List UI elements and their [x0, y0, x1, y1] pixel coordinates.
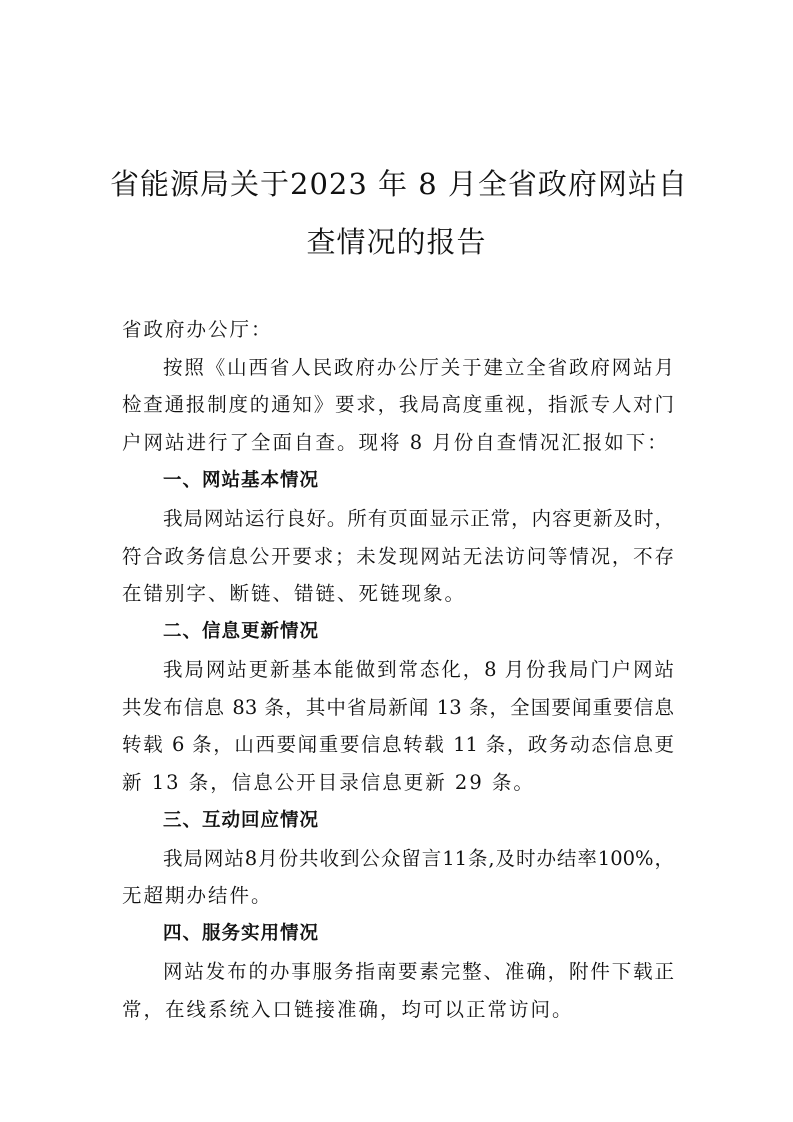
section-line: 网站发布的办事服务指南要素完整、准确，附件下载正	[163, 960, 674, 983]
section-line: 符合政务信息公开要求；未发现网站无法访问等情况，不存	[122, 545, 674, 568]
intro-line: 按照《山西省人民政府办公厅关于建立全省政府网站月	[163, 356, 674, 379]
section-heading-interaction: 三、互动回应情况	[163, 810, 320, 831]
salutation: 省政府办公厅：	[122, 318, 273, 341]
section-line: 常，在线系统入口链接准确，均可以正常访问。	[122, 998, 574, 1021]
intro-line: 检查通报制度的通知》要求，我局高度重视，指派专人对门	[122, 393, 674, 416]
section-heading-service: 四、服务实用情况	[163, 923, 320, 944]
section-line: 我局网站8月份共收到公众留言11条,及时办结率100%，	[163, 847, 674, 870]
section-line: 新 13 条，信息公开目录信息更新 29 条。	[122, 771, 535, 794]
document-title-line-1: 省能源局关于2023 年 8 月全省政府网站自	[110, 167, 688, 201]
section-line: 我局网站运行良好。所有页面显示正常，内容更新及时，	[163, 507, 674, 530]
section-line: 转载 6 条，山西要闻重要信息转载 11 条，政务动态信息更	[122, 733, 674, 756]
section-heading-basic: 一、网站基本情况	[163, 470, 320, 491]
intro-line: 户网站进行了全面自查。现将 8 月份自查情况汇报如下：	[122, 431, 669, 454]
section-line: 在错别字、断链、错链、死链现象。	[122, 582, 467, 605]
section-heading-update: 二、信息更新情况	[163, 621, 320, 642]
document-title-line-2: 查情况的报告	[306, 225, 487, 259]
section-line: 共发布信息 83 条，其中省局新闻 13 条，全国要闻重要信息	[122, 696, 674, 719]
section-line: 我局网站更新基本能做到常态化，8 月份我局门户网站	[163, 658, 674, 681]
section-line: 无超期办结件。	[122, 884, 273, 907]
